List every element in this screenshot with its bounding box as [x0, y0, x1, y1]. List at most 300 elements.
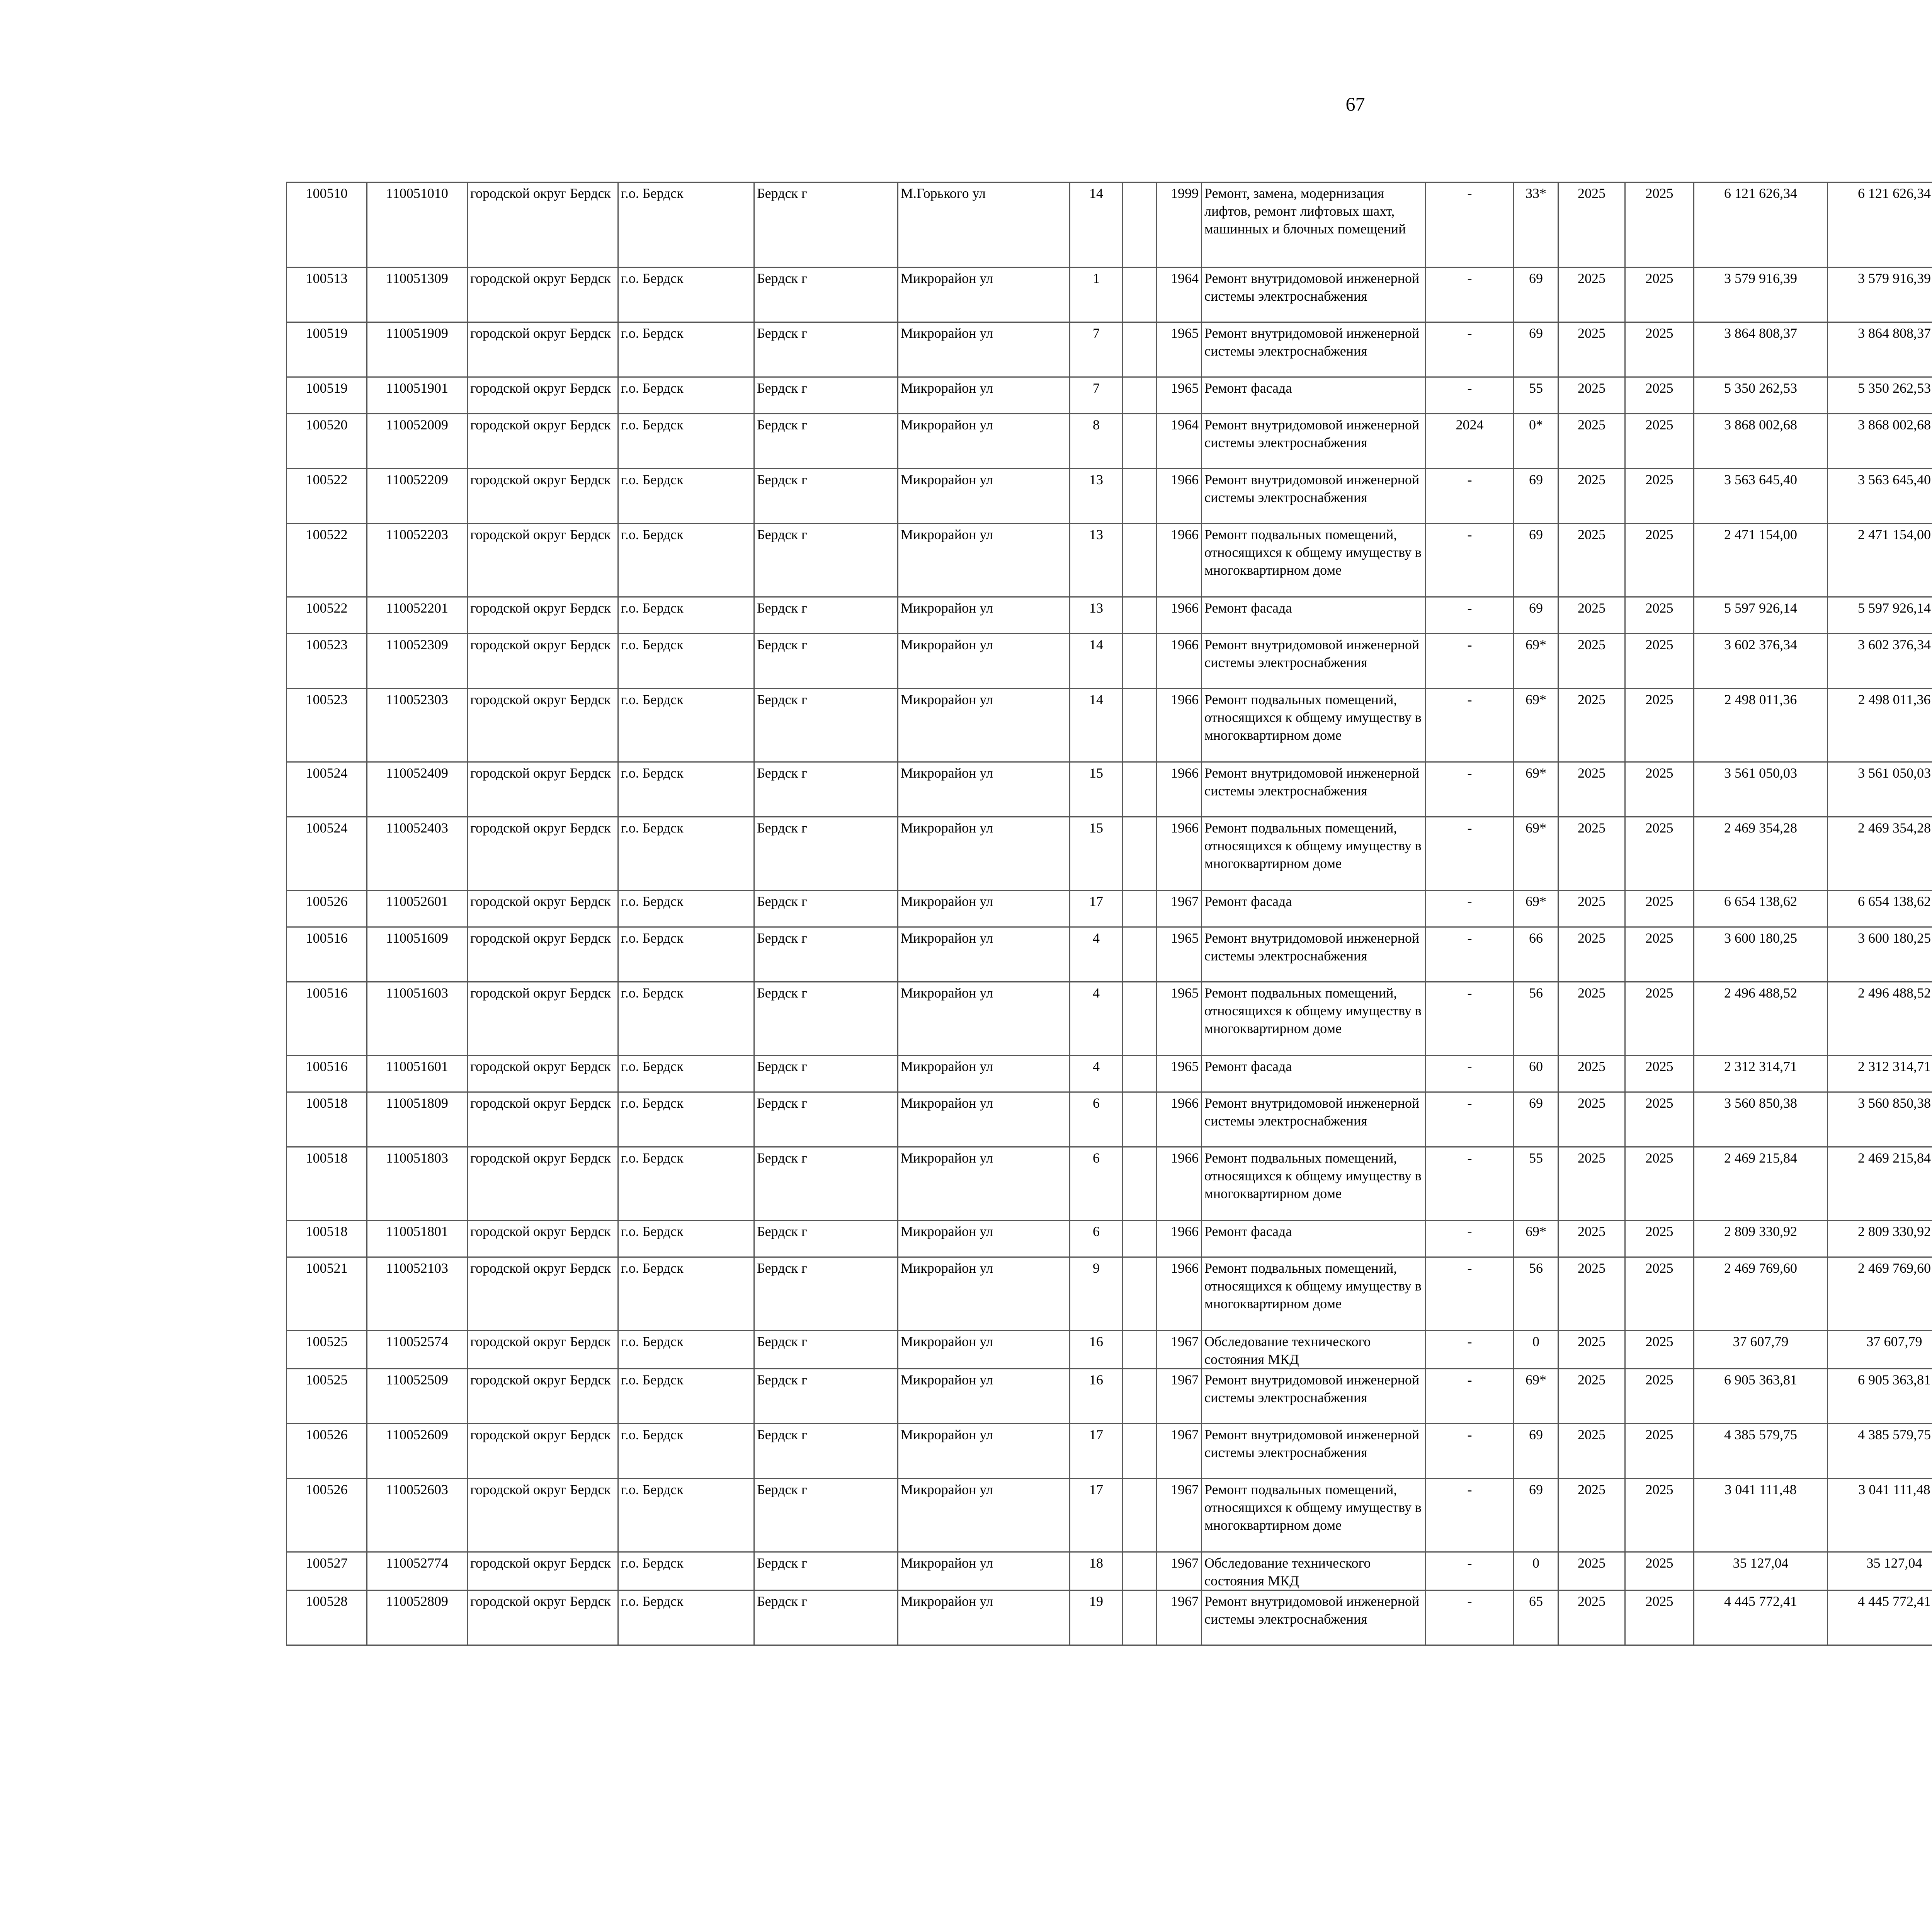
cell-house-number: 1: [1070, 267, 1123, 322]
cell-street: Микрорайон ул: [898, 469, 1070, 524]
cell-year-built: 1966: [1157, 689, 1202, 762]
table-row: [287, 1331, 1932, 1369]
cell-work-id: 110051909: [367, 322, 468, 377]
cell-total-cost: 2 809 330,92: [1694, 1221, 1828, 1257]
cell-plan-end: 2025: [1625, 524, 1694, 597]
cell-previous-year: -: [1426, 762, 1514, 817]
table-row: [287, 1369, 1932, 1424]
table-row: [287, 1092, 1932, 1147]
cell-plan-end: 2025: [1625, 634, 1694, 689]
cell-district: г.о. Бердск: [618, 1590, 754, 1645]
cell-work-type: Ремонт фасада: [1202, 597, 1426, 634]
table-row: [287, 689, 1932, 762]
cell-plan-end: 2025: [1625, 1479, 1694, 1552]
cell-work-type: Ремонт фасада: [1202, 1056, 1426, 1092]
cell-work-type: Ремонт внутридомовой инженерной системы электроснабжения: [1202, 469, 1426, 524]
cell-house-number: 19: [1070, 1590, 1123, 1645]
cell-work-id: 110051809: [367, 1092, 468, 1147]
cell-previous-year: -: [1426, 1056, 1514, 1092]
cell-wear-percent: 69*: [1514, 890, 1558, 927]
cell-work-id: 110052609: [367, 1424, 468, 1479]
cell-fund-cost: 3 600 180,25: [1828, 927, 1932, 982]
cell-work-type: Ремонт внутридомовой инженерной системы электроснабжения: [1202, 414, 1426, 469]
cell-building: [1123, 1221, 1157, 1257]
cell-work-type: Обследование технического состояния МКД: [1202, 1331, 1426, 1369]
cell-total-cost: 3 864 808,37: [1694, 322, 1828, 377]
cell-plan-end: 2025: [1625, 1331, 1694, 1369]
cell-work-id: 110052009: [367, 414, 468, 469]
cell-municipality: городской округ Бердск: [468, 469, 618, 524]
table-row: [287, 377, 1932, 414]
cell-work-type: Ремонт внутридомовой инженерной системы электроснабжения: [1202, 322, 1426, 377]
cell-fund-cost: 4 385 579,75: [1828, 1424, 1932, 1479]
cell-settlement: Бердск г: [754, 267, 898, 322]
cell-building: [1123, 597, 1157, 634]
cell-house-id: 100524: [287, 762, 367, 817]
cell-year-built: 1967: [1157, 1424, 1202, 1479]
cell-plan-start: 2025: [1558, 597, 1625, 634]
cell-total-cost: 4 445 772,41: [1694, 1590, 1828, 1645]
cell-settlement: Бердск г: [754, 1257, 898, 1331]
cell-year-built: 1965: [1157, 927, 1202, 982]
cell-year-built: 1966: [1157, 1092, 1202, 1147]
cell-previous-year: -: [1426, 927, 1514, 982]
cell-settlement: Бердск г: [754, 469, 898, 524]
cell-house-number: 9: [1070, 1257, 1123, 1331]
cell-work-type: Ремонт внутридомовой инженерной системы электроснабжения: [1202, 1424, 1426, 1479]
cell-settlement: Бердск г: [754, 982, 898, 1056]
cell-settlement: Бердск г: [754, 524, 898, 597]
cell-municipality: городской округ Бердск: [468, 982, 618, 1056]
cell-previous-year: -: [1426, 1147, 1514, 1221]
cell-district: г.о. Бердск: [618, 524, 754, 597]
cell-house-id: 100523: [287, 634, 367, 689]
cell-building: [1123, 1424, 1157, 1479]
cell-municipality: городской округ Бердск: [468, 634, 618, 689]
cell-year-built: 1965: [1157, 377, 1202, 414]
cell-work-id: 110052403: [367, 817, 468, 890]
cell-building: [1123, 927, 1157, 982]
cell-plan-end: 2025: [1625, 927, 1694, 982]
cell-total-cost: 3 868 002,68: [1694, 414, 1828, 469]
cell-district: г.о. Бердск: [618, 982, 754, 1056]
cell-house-number: 6: [1070, 1221, 1123, 1257]
cell-house-number: 17: [1070, 1424, 1123, 1479]
cell-total-cost: 3 561 050,03: [1694, 762, 1828, 817]
cell-district: г.о. Бердск: [618, 597, 754, 634]
cell-settlement: Бердск г: [754, 377, 898, 414]
cell-street: Микрорайон ул: [898, 1369, 1070, 1424]
cell-wear-percent: 69: [1514, 1424, 1558, 1479]
cell-street: Микрорайон ул: [898, 322, 1070, 377]
cell-plan-start: 2025: [1558, 890, 1625, 927]
cell-street: Микрорайон ул: [898, 414, 1070, 469]
cell-work-type: Ремонт внутридомовой инженерной системы электроснабжения: [1202, 1092, 1426, 1147]
cell-street: Микрорайон ул: [898, 1257, 1070, 1331]
cell-plan-end: 2025: [1625, 597, 1694, 634]
cell-plan-start: 2025: [1558, 1424, 1625, 1479]
table-row: [287, 927, 1932, 982]
cell-district: г.о. Бердск: [618, 689, 754, 762]
cell-house-id: 100516: [287, 927, 367, 982]
cell-previous-year: -: [1426, 524, 1514, 597]
cell-settlement: Бердск г: [754, 1424, 898, 1479]
cell-street: Микрорайон ул: [898, 817, 1070, 890]
cell-building: [1123, 634, 1157, 689]
cell-year-built: 1967: [1157, 1590, 1202, 1645]
cell-work-type: Ремонт, замена, модернизация лифтов, ремонт лифтовых шахт, машинных и блочных помещений: [1202, 182, 1426, 267]
table-row: [287, 1221, 1932, 1257]
cell-house-number: 17: [1070, 890, 1123, 927]
cell-municipality: городской округ Бердск: [468, 1147, 618, 1221]
cell-plan-start: 2025: [1558, 1056, 1625, 1092]
cell-total-cost: 3 579 916,39: [1694, 267, 1828, 322]
cell-total-cost: 4 385 579,75: [1694, 1424, 1828, 1479]
cell-house-id: 100523: [287, 689, 367, 762]
cell-house-id: 100513: [287, 267, 367, 322]
cell-total-cost: 2 312 314,71: [1694, 1056, 1828, 1092]
cell-previous-year: -: [1426, 634, 1514, 689]
cell-plan-end: 2025: [1625, 182, 1694, 267]
cell-work-id: 110051901: [367, 377, 468, 414]
cell-previous-year: -: [1426, 182, 1514, 267]
table-row: [287, 1257, 1932, 1331]
cell-district: г.о. Бердск: [618, 1056, 754, 1092]
cell-plan-end: 2025: [1625, 689, 1694, 762]
cell-building: [1123, 1092, 1157, 1147]
cell-settlement: Бердск г: [754, 1092, 898, 1147]
cell-district: г.о. Бердск: [618, 1424, 754, 1479]
cell-year-built: 1966: [1157, 597, 1202, 634]
cell-previous-year: -: [1426, 1369, 1514, 1424]
cell-house-number: 14: [1070, 634, 1123, 689]
cell-work-type: Обследование технического состояния МКД: [1202, 1552, 1426, 1590]
cell-house-id: 100525: [287, 1331, 367, 1369]
cell-building: [1123, 377, 1157, 414]
table-row: [287, 469, 1932, 524]
cell-previous-year: -: [1426, 1092, 1514, 1147]
cell-plan-start: 2025: [1558, 414, 1625, 469]
cell-street: Микрорайон ул: [898, 1552, 1070, 1590]
cell-plan-end: 2025: [1625, 414, 1694, 469]
cell-plan-end: 2025: [1625, 1221, 1694, 1257]
cell-settlement: Бердск г: [754, 1331, 898, 1369]
cell-year-built: 1966: [1157, 469, 1202, 524]
cell-wear-percent: 69: [1514, 267, 1558, 322]
cell-wear-percent: 69*: [1514, 1369, 1558, 1424]
cell-house-number: 16: [1070, 1369, 1123, 1424]
cell-work-id: 110051603: [367, 982, 468, 1056]
cell-fund-cost: 2 496 488,52: [1828, 982, 1932, 1056]
cell-district: г.о. Бердск: [618, 1331, 754, 1369]
cell-plan-start: 2025: [1558, 1331, 1625, 1369]
cell-street: Микрорайон ул: [898, 1147, 1070, 1221]
cell-plan-start: 2025: [1558, 322, 1625, 377]
cell-street: Микрорайон ул: [898, 634, 1070, 689]
cell-plan-end: 2025: [1625, 322, 1694, 377]
cell-total-cost: 3 041 111,48: [1694, 1479, 1828, 1552]
cell-wear-percent: 60: [1514, 1056, 1558, 1092]
cell-work-id: 110052303: [367, 689, 468, 762]
cell-building: [1123, 890, 1157, 927]
cell-plan-start: 2025: [1558, 817, 1625, 890]
cell-total-cost: 2 469 769,60: [1694, 1257, 1828, 1331]
cell-settlement: Бердск г: [754, 1056, 898, 1092]
cell-total-cost: 3 602 376,34: [1694, 634, 1828, 689]
cell-work-id: 110052103: [367, 1257, 468, 1331]
cell-house-number: 8: [1070, 414, 1123, 469]
cell-house-number: 15: [1070, 817, 1123, 890]
cell-municipality: городской округ Бердск: [468, 1552, 618, 1590]
cell-plan-start: 2025: [1558, 1590, 1625, 1645]
table-row: [287, 890, 1932, 927]
cell-municipality: городской округ Бердск: [468, 524, 618, 597]
table-row: [287, 762, 1932, 817]
cell-municipality: городской округ Бердск: [468, 1369, 618, 1424]
cell-previous-year: -: [1426, 689, 1514, 762]
cell-work-id: 110052409: [367, 762, 468, 817]
cell-municipality: городской округ Бердск: [468, 1331, 618, 1369]
cell-district: г.о. Бердск: [618, 1369, 754, 1424]
cell-work-id: 110051601: [367, 1056, 468, 1092]
page-number: 67: [1345, 93, 1365, 115]
cell-house-id: 100526: [287, 1424, 367, 1479]
table-row: [287, 1479, 1932, 1552]
cell-previous-year: -: [1426, 890, 1514, 927]
cell-wear-percent: 69*: [1514, 689, 1558, 762]
cell-year-built: 1966: [1157, 817, 1202, 890]
cell-work-id: 110051803: [367, 1147, 468, 1221]
cell-wear-percent: 69*: [1514, 634, 1558, 689]
cell-plan-start: 2025: [1558, 1369, 1625, 1424]
cell-settlement: Бердск г: [754, 1479, 898, 1552]
cell-fund-cost: 2 469 354,28: [1828, 817, 1932, 890]
cell-municipality: городской округ Бердск: [468, 1221, 618, 1257]
cell-plan-start: 2025: [1558, 469, 1625, 524]
cell-fund-cost: 6 905 363,81: [1828, 1369, 1932, 1424]
cell-house-id: 100519: [287, 377, 367, 414]
cell-previous-year: -: [1426, 982, 1514, 1056]
cell-settlement: Бердск г: [754, 1147, 898, 1221]
cell-previous-year: -: [1426, 1590, 1514, 1645]
cell-street: Микрорайон ул: [898, 762, 1070, 817]
cell-house-number: 15: [1070, 762, 1123, 817]
cell-year-built: 1965: [1157, 1056, 1202, 1092]
cell-plan-end: 2025: [1625, 1369, 1694, 1424]
cell-work-type: Ремонт внутридомовой инженерной системы электроснабжения: [1202, 762, 1426, 817]
cell-work-type: Ремонт внутридомовой инженерной системы электроснабжения: [1202, 927, 1426, 982]
table-row: [287, 1424, 1932, 1479]
cell-year-built: 1999: [1157, 182, 1202, 267]
cell-wear-percent: 0: [1514, 1331, 1558, 1369]
cell-district: г.о. Бердск: [618, 1092, 754, 1147]
cell-work-type: Ремонт внутридомовой инженерной системы электроснабжения: [1202, 1590, 1426, 1645]
cell-work-type: Ремонт внутридомовой инженерной системы электроснабжения: [1202, 634, 1426, 689]
cell-work-id: 110051309: [367, 267, 468, 322]
cell-wear-percent: 33*: [1514, 182, 1558, 267]
cell-fund-cost: 2 469 215,84: [1828, 1147, 1932, 1221]
cell-fund-cost: 2 809 330,92: [1828, 1221, 1932, 1257]
cell-plan-start: 2025: [1558, 377, 1625, 414]
cell-year-built: 1966: [1157, 1147, 1202, 1221]
cell-work-id: 110052809: [367, 1590, 468, 1645]
cell-building: [1123, 817, 1157, 890]
cell-street: Микрорайон ул: [898, 524, 1070, 597]
cell-plan-end: 2025: [1625, 982, 1694, 1056]
cell-previous-year: -: [1426, 817, 1514, 890]
cell-house-id: 100528: [287, 1590, 367, 1645]
cell-total-cost: 3 600 180,25: [1694, 927, 1828, 982]
cell-house-id: 100519: [287, 322, 367, 377]
cell-fund-cost: 3 560 850,38: [1828, 1092, 1932, 1147]
cell-previous-year: -: [1426, 322, 1514, 377]
cell-fund-cost: 37 607,79: [1828, 1331, 1932, 1369]
cell-year-built: 1964: [1157, 414, 1202, 469]
cell-previous-year: -: [1426, 1221, 1514, 1257]
cell-building: [1123, 762, 1157, 817]
cell-street: Микрорайон ул: [898, 1479, 1070, 1552]
cell-house-id: 100516: [287, 982, 367, 1056]
cell-house-id: 100521: [287, 1257, 367, 1331]
cell-previous-year: -: [1426, 1479, 1514, 1552]
cell-year-built: 1966: [1157, 524, 1202, 597]
cell-municipality: городской округ Бердск: [468, 1424, 618, 1479]
cell-street: Микрорайон ул: [898, 982, 1070, 1056]
cell-settlement: Бердск г: [754, 689, 898, 762]
cell-house-id: 100510: [287, 182, 367, 267]
cell-total-cost: 3 560 850,38: [1694, 1092, 1828, 1147]
cell-house-number: 4: [1070, 982, 1123, 1056]
cell-plan-end: 2025: [1625, 1092, 1694, 1147]
cell-total-cost: 6 121 626,34: [1694, 182, 1828, 267]
cell-street: Микрорайон ул: [898, 267, 1070, 322]
cell-municipality: городской округ Бердск: [468, 817, 618, 890]
cell-fund-cost: 2 471 154,00: [1828, 524, 1932, 597]
cell-settlement: Бердск г: [754, 597, 898, 634]
cell-work-type: Ремонт фасада: [1202, 377, 1426, 414]
cell-district: г.о. Бердск: [618, 890, 754, 927]
cell-house-number: 17: [1070, 1479, 1123, 1552]
cell-plan-start: 2025: [1558, 1479, 1625, 1552]
cell-building: [1123, 1147, 1157, 1221]
cell-street: Микрорайон ул: [898, 377, 1070, 414]
cell-district: г.о. Бердск: [618, 469, 754, 524]
cell-fund-cost: 3 563 645,40: [1828, 469, 1932, 524]
cell-wear-percent: 69: [1514, 322, 1558, 377]
cell-municipality: городской округ Бердск: [468, 267, 618, 322]
cell-building: [1123, 1369, 1157, 1424]
cell-municipality: городской округ Бердск: [468, 927, 618, 982]
cell-wear-percent: 55: [1514, 377, 1558, 414]
cell-plan-start: 2025: [1558, 267, 1625, 322]
cell-district: г.о. Бердск: [618, 182, 754, 267]
cell-building: [1123, 524, 1157, 597]
cell-plan-end: 2025: [1625, 1257, 1694, 1331]
cell-building: [1123, 469, 1157, 524]
cell-year-built: 1966: [1157, 1221, 1202, 1257]
cell-house-id: 100524: [287, 817, 367, 890]
cell-work-id: 110052774: [367, 1552, 468, 1590]
cell-work-id: 110052201: [367, 597, 468, 634]
cell-work-id: 110052603: [367, 1479, 468, 1552]
cell-year-built: 1967: [1157, 1369, 1202, 1424]
cell-previous-year: -: [1426, 469, 1514, 524]
cell-municipality: городской округ Бердск: [468, 1056, 618, 1092]
cell-house-number: 13: [1070, 597, 1123, 634]
cell-work-type: Ремонт подвальных помещений, относящихся к общему имуществу в многоквартирном доме: [1202, 689, 1426, 762]
cell-wear-percent: 69: [1514, 1092, 1558, 1147]
cell-year-built: 1967: [1157, 890, 1202, 927]
table-row: [287, 1056, 1932, 1092]
cell-house-id: 100527: [287, 1552, 367, 1590]
cell-house-number: 7: [1070, 322, 1123, 377]
cell-house-id: 100518: [287, 1092, 367, 1147]
cell-settlement: Бердск г: [754, 1552, 898, 1590]
cell-total-cost: 3 563 645,40: [1694, 469, 1828, 524]
cell-wear-percent: 69: [1514, 1479, 1558, 1552]
table-row: [287, 267, 1932, 322]
cell-municipality: городской округ Бердск: [468, 1479, 618, 1552]
cell-fund-cost: 3 868 002,68: [1828, 414, 1932, 469]
cell-house-id: 100526: [287, 890, 367, 927]
cell-wear-percent: 69: [1514, 469, 1558, 524]
cell-total-cost: 37 607,79: [1694, 1331, 1828, 1369]
cell-house-id: 100522: [287, 597, 367, 634]
cell-house-number: 4: [1070, 927, 1123, 982]
cell-total-cost: 6 654 138,62: [1694, 890, 1828, 927]
cell-wear-percent: 66: [1514, 927, 1558, 982]
cell-settlement: Бердск г: [754, 927, 898, 982]
cell-building: [1123, 322, 1157, 377]
cell-wear-percent: 55: [1514, 1147, 1558, 1221]
table-row: [287, 634, 1932, 689]
cell-municipality: городской округ Бердск: [468, 689, 618, 762]
cell-total-cost: 2 496 488,52: [1694, 982, 1828, 1056]
cell-wear-percent: 56: [1514, 1257, 1558, 1331]
cell-year-built: 1967: [1157, 1331, 1202, 1369]
cell-building: [1123, 267, 1157, 322]
cell-municipality: городской округ Бердск: [468, 1257, 618, 1331]
cell-municipality: городской округ Бердск: [468, 1590, 618, 1645]
cell-work-type: Ремонт подвальных помещений, относящихся к общему имуществу в многоквартирном доме: [1202, 1147, 1426, 1221]
cell-settlement: Бердск г: [754, 890, 898, 927]
cell-work-type: Ремонт фасада: [1202, 1221, 1426, 1257]
cell-building: [1123, 1056, 1157, 1092]
cell-municipality: городской округ Бердск: [468, 597, 618, 634]
cell-plan-end: 2025: [1625, 469, 1694, 524]
cell-street: Микрорайон ул: [898, 597, 1070, 634]
cell-previous-year: -: [1426, 1424, 1514, 1479]
cell-wear-percent: 0: [1514, 1552, 1558, 1590]
cell-street: Микрорайон ул: [898, 689, 1070, 762]
cell-fund-cost: 5 350 262,53: [1828, 377, 1932, 414]
cell-house-id: 100518: [287, 1147, 367, 1221]
cell-district: г.о. Бердск: [618, 377, 754, 414]
cell-district: г.о. Бердск: [618, 1257, 754, 1331]
cell-plan-start: 2025: [1558, 524, 1625, 597]
cell-fund-cost: 3 602 376,34: [1828, 634, 1932, 689]
cell-building: [1123, 1479, 1157, 1552]
cell-municipality: городской округ Бердск: [468, 890, 618, 927]
cell-plan-end: 2025: [1625, 1552, 1694, 1590]
cell-plan-start: 2025: [1558, 1221, 1625, 1257]
cell-fund-cost: 3 041 111,48: [1828, 1479, 1932, 1552]
cell-plan-end: 2025: [1625, 1590, 1694, 1645]
table-row: [287, 1147, 1932, 1221]
cell-municipality: городской округ Бердск: [468, 182, 618, 267]
cell-wear-percent: 69*: [1514, 762, 1558, 817]
cell-municipality: городской округ Бердск: [468, 762, 618, 817]
